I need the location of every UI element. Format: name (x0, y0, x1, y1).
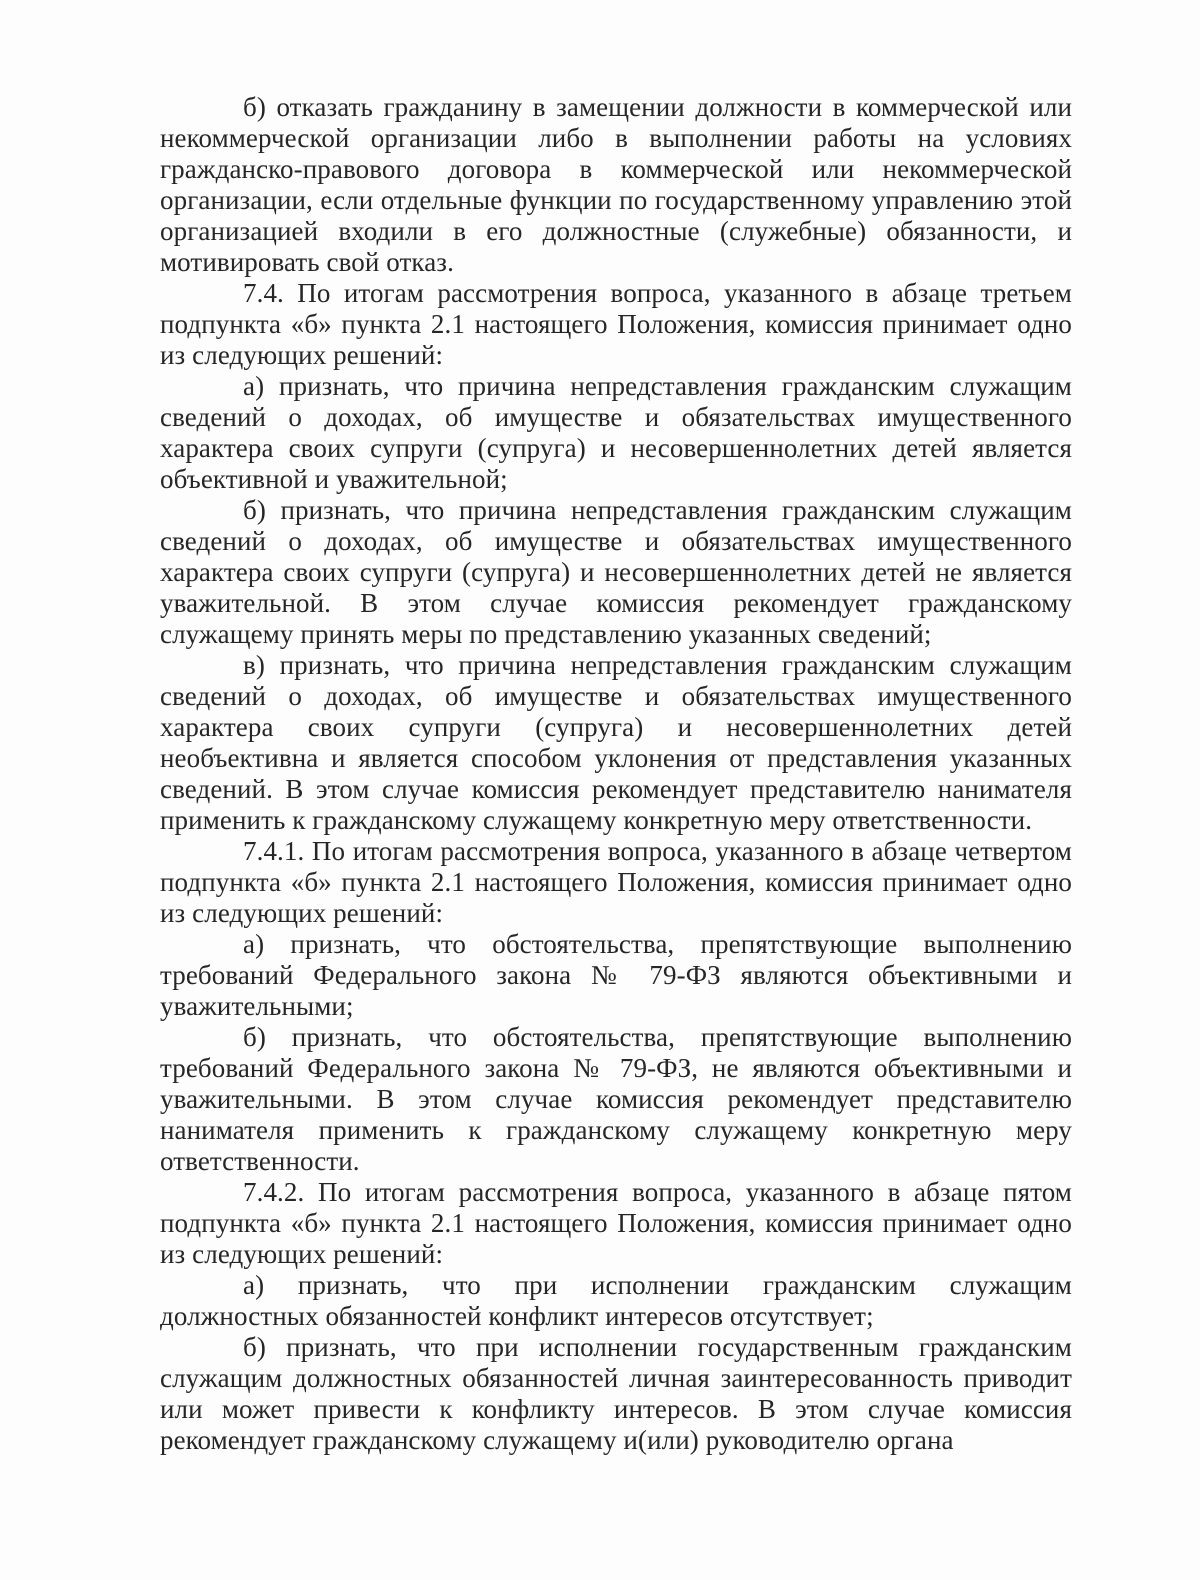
paragraph-7-4-2-a: а) признать, что при исполнении гражданским служащим должностных обязанностей конфликт интересов отсутствует; (160, 1270, 1072, 1331)
paragraph-refuse-citizen: б) отказать гражданину в замещении должности в коммерческой или некоммерческой организации либо в выполнении работы на условиях гражданско-правового договора в коммерческой или некоммерческой организации, если отдельные функции по государственному управлению этой организацией входили в его должностные (служебные) обязанности, и мотивировать свой отказ. (160, 92, 1072, 277)
document-body (160, 92, 1072, 1456)
paragraph-7-4-2: 7.4.2. По итогам рассмотрения вопроса, указанного в абзаце пятом подпункта «б» пункта 2.1 настоящего Положения, комиссия принимает одно из следующих решений: (160, 1177, 1072, 1269)
paragraph-7-4-1-b: б) признать, что обстоятельства, препятствующие выполнению требований Федерального закона № 79-ФЗ, не являются объективными и уважительными. В этом случае комиссия рекомендует представителю нанимателя применить к гражданскому служащему конкретную меру ответственности. (160, 1022, 1072, 1176)
paragraph-7-4-b: б) признать, что причина непредставления гражданским служащим сведений о доходах, об имуществе и обязательствах имущественного характера своих супруги (супруга) и несовершеннолетних детей не является уважительной. В этом случае комиссия рекомендует гражданскому служащему принять меры по представлению указанных сведений; (160, 495, 1072, 649)
paragraph-7-4-v: в) признать, что причина непредставления гражданским служащим сведений о доходах, об имуществе и обязательствах имущественного характера своих супруги (супруга) и несовершеннолетних детей необъективна и является способом уклонения от представления указанных сведений. В этом случае комиссия рекомендует представителю нанимателя применить к гражданскому служащему конкретную меру ответственности. (160, 650, 1072, 835)
paragraph-7-4: 7.4. По итогам рассмотрения вопроса, указанного в абзаце третьем подпункта «б» пункта 2.1 настоящего Положения, комиссия принимает одно из следующих решений: (160, 278, 1072, 370)
paragraph-7-4-1-a: а) признать, что обстоятельства, препятствующие выполнению требований Федерального закона № 79-ФЗ являются объективными и уважительными; (160, 929, 1072, 1021)
paragraph-7-4-1: 7.4.1. По итогам рассмотрения вопроса, указанного в абзаце четвертом подпункта «б» пункта 2.1 настоящего Положения, комиссия принимает одно из следующих решений: (160, 836, 1072, 928)
paragraph-7-4-2-b: б) признать, что при исполнении государственным гражданским служащим должностных обязанностей личная заинтересованность приводит или может привести к конфликту интересов. В этом случае комиссия рекомендует гражданскому служащему и(или) руководителю органа (160, 1332, 1072, 1455)
paragraph-7-4-a: а) признать, что причина непредставления гражданским служащим сведений о доходах, об имуществе и обязательствах имущественного характера своих супруги (супруга) и несовершеннолетних детей является объективной и уважительной; (160, 371, 1072, 494)
